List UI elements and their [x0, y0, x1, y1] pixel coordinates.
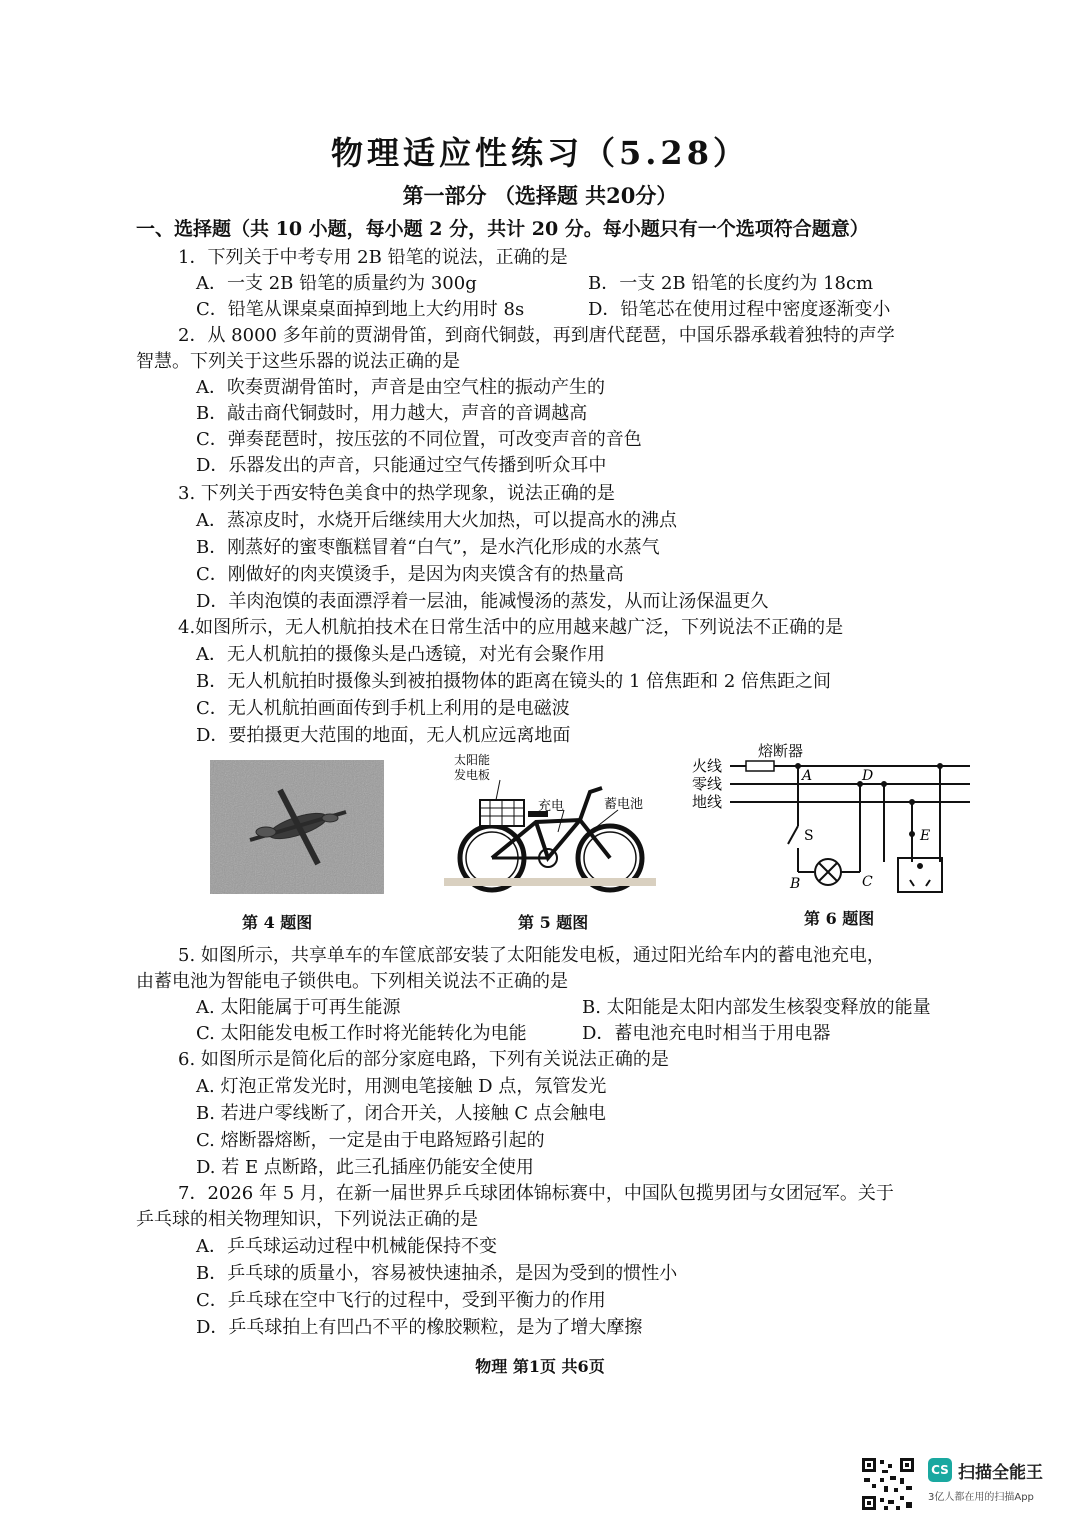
- fig6-point-b: B: [790, 876, 801, 892]
- q5-option-a: A. 太阳能属于可再生能源: [196, 997, 401, 1018]
- page-footer: 物理 第1页 共6页: [475, 1357, 605, 1376]
- q3-option-d: D．羊肉泡馍的表面漂浮着一层油，能减慢汤的蒸发，从而让汤保温更久: [196, 591, 769, 612]
- fig6-switch-s: S: [804, 828, 814, 844]
- section-heading: 一、选择题（共 10 小题，每小题 2 分，共计 20 分。每小题只有一个选项符合题意）: [136, 218, 869, 240]
- q2-option-b: B．敲击商代铜鼓时，用力越大，声音的音调越高: [196, 403, 588, 424]
- q2-stem-line2: 智慧。下列关于这些乐器的说法正确的是: [136, 351, 460, 372]
- q4-option-d: D．要拍摄更大范围的地面，无人机应远离地面: [196, 725, 571, 746]
- scanner-logo-icon: CS: [928, 1458, 952, 1482]
- figure-6-circuit: [690, 740, 980, 904]
- q2-option-c: C．弹奏琵琶时，按压弦的不同位置，可改变声音的音色: [196, 429, 642, 450]
- q1-option-b: B．一支 2B 铅笔的长度约为 18cm: [588, 273, 874, 294]
- fig5-solar-label-1: 太阳能: [454, 753, 491, 767]
- figure-4-drone-photo: [210, 760, 384, 898]
- fuse-icon: [746, 761, 774, 771]
- q7-option-d: D．乒乓球拍上有凹凸不平的橡胶颗粒，是为了增大摩擦: [196, 1317, 643, 1338]
- q7-option-b: B．乒乓球的质量小，容易被快速抽杀，是因为受到的惯性小: [196, 1263, 678, 1284]
- fig6-neutral-wire-label: 零线: [692, 775, 723, 793]
- fig6-ground-wire-label: 地线: [692, 793, 723, 811]
- q5-option-c: C. 太阳能发电板工作时将光能转化为电能: [196, 1023, 527, 1044]
- fig6-live-wire-label: 火线: [692, 757, 723, 775]
- figure-5-caption: 第 5 题图: [518, 913, 589, 932]
- fig6-point-e: E: [920, 828, 931, 844]
- q2-option-d: D．乐器发出的声音，只能通过空气传播到听众耳中: [196, 455, 607, 476]
- q4-option-a: A．无人机航拍的摄像头是凸透镜，对光有会聚作用: [196, 644, 605, 665]
- fig5-solar-label-2: 发电板: [454, 768, 491, 782]
- figure-5-bicycle: [440, 752, 660, 904]
- q1-option-c: C．铅笔从课桌桌面掉到地上大约用时 8s: [196, 299, 525, 320]
- qr-code-icon: [860, 1456, 916, 1512]
- q7-stem-line2: 乒乓球的相关物理知识，下列说法正确的是: [136, 1209, 478, 1230]
- switch-icon: [788, 826, 798, 844]
- q5-option-b: B. 太阳能是太阳内部发生核裂变释放的能量: [582, 997, 931, 1018]
- q2-stem-line1: 2．从 8000 多年前的贾湖骨笛，到商代铜鼓，再到唐代琵琶，中国乐器承载着独特的声学: [178, 325, 895, 346]
- q3-option-c: C．刚做好的肉夹馍烫手，是因为肉夹馍含有的热量高: [196, 564, 624, 585]
- scanner-app-name: 扫描全能王: [958, 1463, 1043, 1483]
- fig5-battery-label: 蓄电池: [604, 797, 644, 812]
- q1-stem: 1．下列关于中考专用 2B 铅笔的说法，正确的是: [178, 247, 568, 268]
- scanner-watermark: [860, 1456, 1060, 1516]
- page-title: 物理适应性练习（5.28）: [331, 134, 749, 172]
- q6-option-a: A. 灯泡正常发光时，用测电笔接触 D 点，氖管发光: [196, 1076, 607, 1097]
- q4-stem: 4.如图所示，无人机航拍技术在日常生活中的应用越来越广泛，下列说法不正确的是: [178, 617, 844, 638]
- q3-option-b: B．刚蒸好的蜜枣甑糕冒着“白气”，是水汽化形成的水蒸气: [196, 537, 660, 558]
- fig5-charge-label: 充电: [538, 799, 565, 814]
- q5-stem-line2: 由蓄电池为智能电子锁供电。下列相关说法不正确的是: [136, 971, 568, 992]
- figure-6-caption: 第 6 题图: [804, 909, 875, 928]
- figure-4-caption: 第 4 题图: [242, 913, 313, 932]
- q6-stem: 6. 如图所示是简化后的部分家庭电路，下列有关说法正确的是: [178, 1049, 669, 1070]
- q6-option-c: C. 熔断器熔断，一定是由于电路短路引起的: [196, 1130, 545, 1151]
- q6-option-d: D. 若 E 点断路，此三孔插座仍能安全使用: [196, 1157, 534, 1178]
- q1-option-d: D．铅笔芯在使用过程中密度逐渐变小: [588, 299, 891, 320]
- q4-option-c: C．无人机航拍画面传到手机上利用的是电磁波: [196, 698, 570, 719]
- q1-option-a: A．一支 2B 铅笔的质量约为 300g: [196, 273, 477, 294]
- fig6-point-d: D: [862, 768, 874, 784]
- q5-option-d: D．蓄电池充电时相当于用电器: [582, 1023, 831, 1044]
- fig6-point-a: A: [802, 768, 813, 784]
- fig6-fuse-label: 熔断器: [758, 742, 804, 760]
- fig6-point-c: C: [862, 874, 873, 890]
- q2-option-a: A．吹奏贾湖骨笛时，声音是由空气柱的振动产生的: [196, 377, 605, 398]
- q7-option-c: C．乒乓球在空中飞行的过程中，受到平衡力的作用: [196, 1290, 606, 1311]
- q7-option-a: A．乒乓球运动过程中机械能保持不变: [196, 1236, 497, 1257]
- q5-stem-line1: 5. 如图所示，共享单车的车筐底部安装了太阳能发电板，通过阳光给车内的蓄电池充电，: [178, 945, 885, 966]
- q3-stem: 3. 下列关于西安特色美食中的热学现象，说法正确的是: [178, 483, 615, 504]
- q6-option-b: B. 若进户零线断了，闭合开关，人接触 C 点会触电: [196, 1103, 606, 1124]
- part-heading: 第一部分 （选择题 共20分）: [402, 183, 678, 208]
- q4-option-b: B．无人机航拍时摄像头到被拍摄物体的距离在镜头的 1 倍焦距和 2 倍焦距之间: [196, 671, 832, 692]
- q7-stem-line1: 7．2026 年 5 月，在新一届世界乒乓球团体锦标赛中，中国队包揽男团与女团冠军。关于: [178, 1183, 894, 1204]
- q3-option-a: A．蒸凉皮时，水烧开后继续用大火加热，可以提高水的沸点: [196, 510, 677, 531]
- scanner-tagline: 3亿人都在用的扫描App: [928, 1492, 1034, 1503]
